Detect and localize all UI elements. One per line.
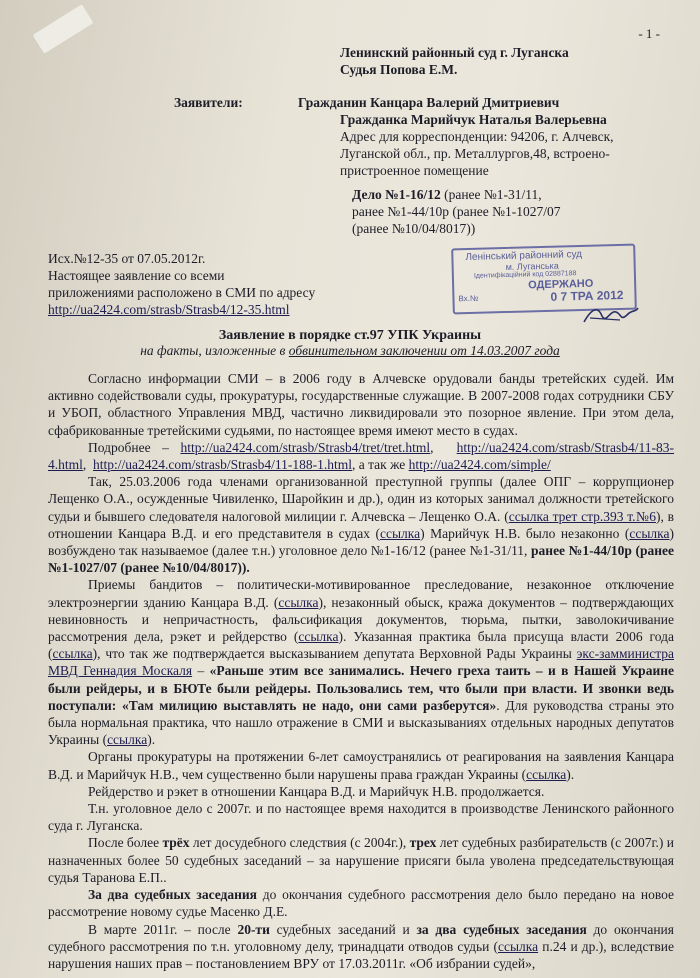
p9-bold: За два судебных заседания <box>88 887 257 903</box>
document-body <box>48 370 674 972</box>
paragraph-4 <box>48 576 674 748</box>
p2-mid: , а так же <box>352 457 409 473</box>
stamp-line-3: Ідентифікаційний код 02887188 <box>473 270 577 280</box>
p5-a: Органы прокуратуры на протяжении 6-лет самоустранялись от реагирования на заявления Канцара В.Д. и Марийчук Н.В., чем существенно были нарушены права граждан Украины ( <box>48 749 674 782</box>
court-name: Ленинский районный суд г. Луганска <box>340 45 569 60</box>
applicants-label: Заявители: <box>174 95 243 110</box>
case-number: Дело №1-16/12 <box>352 187 441 202</box>
p10-a: В марте 2011г. – после <box>88 921 238 937</box>
p8-bold-2: трех <box>409 835 437 851</box>
p2-text: Подробнее – <box>88 439 181 455</box>
link-ref[interactable]: ссылка трет стр.393 т.№6 <box>508 508 656 524</box>
link-ref[interactable]: ссылка <box>298 629 339 645</box>
subtitle-link[interactable]: обвинительном заключении от 14.03.2007 года <box>288 343 560 358</box>
p8-a: После более <box>88 835 163 851</box>
p10-c: до окончания судебного рассмотрения по т.н. уголовному делу, тринадцати отводов судьи ( <box>48 921 674 954</box>
p4-b: ), незаконный обыск, кража документов – подтверждающих невиновность и непричастность, фальсификация документов, тюрьма, пытки, заволокичивание рассмотрения дела, рэкет и рейдерство ( <box>48 594 674 645</box>
link-simple[interactable]: http://ua2424.com/simple/ <box>408 457 551 473</box>
p10-d: п.24 и др.), вследствие нарушения наших прав – постановлением ВРУ от 17.03.2011г. «Об избрании судей», <box>48 938 674 971</box>
p3-a: Так, 25.03.2006 года членами организованной преступной группы (далее ОПГ – коррупционер Лещенко О.А., осужденные Чивиленко, Шаройкин и др.), один из которых занимал должности третейского судьи и бывшего следователя налоговой милиции г. Алчевска – Лещенко О.А. ( <box>48 474 674 524</box>
link-moskal[interactable]: экс-замминистра МВД Геннадия Москаля <box>48 646 674 679</box>
p4-e: – <box>192 663 210 679</box>
link-tret[interactable]: http://ua2424.com/strasb/Strasb4/tret/tret.html <box>180 439 431 455</box>
stamp-line-1: Ленінський районний суд <box>465 248 583 264</box>
link-ref[interactable]: ссылка <box>52 646 93 662</box>
outgoing-line-3: приложениями расположено в СМИ по адресу <box>48 285 316 300</box>
p9-rest: до окончания судебного рассмотрения дело было передано на новое рассмотрение новому судье Масенко Д.Е. <box>48 887 675 920</box>
page-number: - 1 - <box>638 26 660 41</box>
paragraph-9 <box>48 886 674 920</box>
link-11-83-4[interactable]: http://ua2424.com/strasb/Strasb4/11-83-4.html <box>48 439 675 473</box>
document-title: Заявление в порядке ст.97 УПК Украины <box>218 328 482 343</box>
link-ref[interactable]: ссылка <box>379 525 421 541</box>
p3-c: ) Марийчук Н.В. было незаконно ( <box>420 525 630 541</box>
outgoing-link[interactable]: http://ua2424.com/strasb/Strasb4/12-35.html <box>48 302 290 317</box>
p4-g: ). <box>147 732 156 748</box>
link-ref[interactable]: ссылка <box>629 525 670 541</box>
case-line-2: ранее №1-44/10р (ранее №1-1027/07 <box>352 204 561 219</box>
link-ref[interactable]: ссылка <box>107 732 148 748</box>
stamp-line-4: ОДЕРЖАНО <box>528 277 594 292</box>
stamp-line-5: Вх.№ <box>458 293 479 304</box>
paragraph-5 <box>48 748 674 782</box>
p5-b: ). <box>566 766 575 782</box>
p4-a: Приемы бандитов – политически-мотивированное преследование, незаконное отключение электроэнергии зданию Канцара В.Д. ( <box>48 577 674 610</box>
p4-f: . Для руководства страны это была нормальная практика, что нашло отражение в СМИ и высказываниях отдельных народных депутатов Украины ( <box>48 697 674 748</box>
link-ref[interactable]: ссылка <box>526 766 567 782</box>
signature-icon <box>580 300 640 330</box>
tape-mark <box>33 4 94 53</box>
paragraph-2: Подробнее – http://ua2424.com/strasb/Strasb4/tret/tret.html, http://ua2424.com/strasb/Strasb4/11-83-4.html, http://ua2424.com/strasb/Strasb4/11-188-1.html, а так же http://ua2424.com/simple/ <box>48 439 675 473</box>
outgoing-line-2: Настоящее заявление со всеми <box>48 268 225 283</box>
p10-bold-1: 20-ти <box>237 921 270 937</box>
p8-b: лет досудебного следствия (с 2004г.), <box>189 835 410 851</box>
paragraph-7: Т.н. уголовное дело с 2007г. и по настоящее время находится в производстве Ленинского районного суда г. Луганска. <box>48 801 674 834</box>
case-line-1 <box>352 186 542 203</box>
paragraph-3 <box>48 473 674 576</box>
case-prev: (ранее №1-31/11, <box>440 187 542 202</box>
subtitle-text: на факты, изложенные в <box>140 343 289 358</box>
paragraph-6: Рейдерство и рэкет в отношении Канцара В.Д. и Марийчук Н.В. продолжается. <box>88 783 545 799</box>
paragraph-10 <box>48 921 674 973</box>
address-line-2: Луганской обл., пр. Металлургов,48, встроено- <box>340 146 610 161</box>
paragraph-8 <box>48 834 674 886</box>
stamp-date: 0 7 ТРА 2012 <box>550 287 624 304</box>
p3-bold: ранее №1-44/10р (ранее №1-1027/07 (ранее №10/04/8017)). <box>48 543 675 576</box>
address-line-3: пристроенное помещение <box>340 163 489 178</box>
applicant-2: Гражданка Марийчук Наталья Валерьевна <box>340 112 607 127</box>
p3-d: ) возбуждено так называемое (далее т.н.) уголовное дело №1-16/12 (ранее №1-31/11, <box>48 525 674 559</box>
address-line-1: Адрес для корреспонденции: 94206, г. Алчевск, <box>340 129 614 144</box>
p10-bold-2: за два судебных заседания <box>416 921 587 937</box>
document-subtitle <box>0 343 700 359</box>
p4-quote: «Раньше этим все занимались. Нечего греха таить – и в Нашей Украине были рейдеры, и в БЮТе были рейдеры. Пользовались тем, что были при власти. И звонки ведь поступали: «Там милицию выставлять не надо, они сами разберутся» <box>48 663 674 713</box>
judge-name: Судья Попова Е.М. <box>340 62 458 77</box>
stamp-line-2: м. Луганська <box>505 260 559 272</box>
case-line-3: (ранее №10/04/8017)) <box>352 221 476 236</box>
outgoing-number: Исх.№12-35 от 07.05.2012г. <box>48 251 206 266</box>
p4-d: ), что так же подтверждается высказыванием депутата Верховной Рады Украины <box>92 646 577 662</box>
p3-b: ), в отношении Канцара В.Д. и его представителя в судах ( <box>48 508 675 541</box>
link-ref[interactable]: ссылка <box>498 938 539 954</box>
p10-b: судебных заседаний и <box>269 921 417 937</box>
paragraph-1: Согласно информации СМИ – в 2006 году в Алчевске орудовали банды третейских судей. Им активно содействовали суды, прокуратуры, государственные служащие. В 2007-2008 годах сотрудники СБУ и УБОП, областного Управления МВД, частично ликвидировали это позорное явление. При этом дела, сфабрикованные третейскими судьями, по настоящее время имеют место в судах. <box>48 371 674 438</box>
link-11-188-1[interactable]: http://ua2424.com/strasb/Strasb4/11-188-1.html <box>93 457 352 473</box>
applicant-1: Гражданин Канцара Валерий Дмитриевич <box>298 95 560 110</box>
p8-bold-1: трёх <box>162 835 190 851</box>
link-ref[interactable]: ссылка <box>278 594 319 610</box>
p8-c: лет судебных разбирательств (с 2007г.) и назначенных более 50 судебных заседаний – за нарушение присяги была уволена председательствующая судья Таранова Е.П.. <box>48 835 675 885</box>
p4-c: ). Указанная практика была присуща власти 2006 года ( <box>48 629 674 662</box>
